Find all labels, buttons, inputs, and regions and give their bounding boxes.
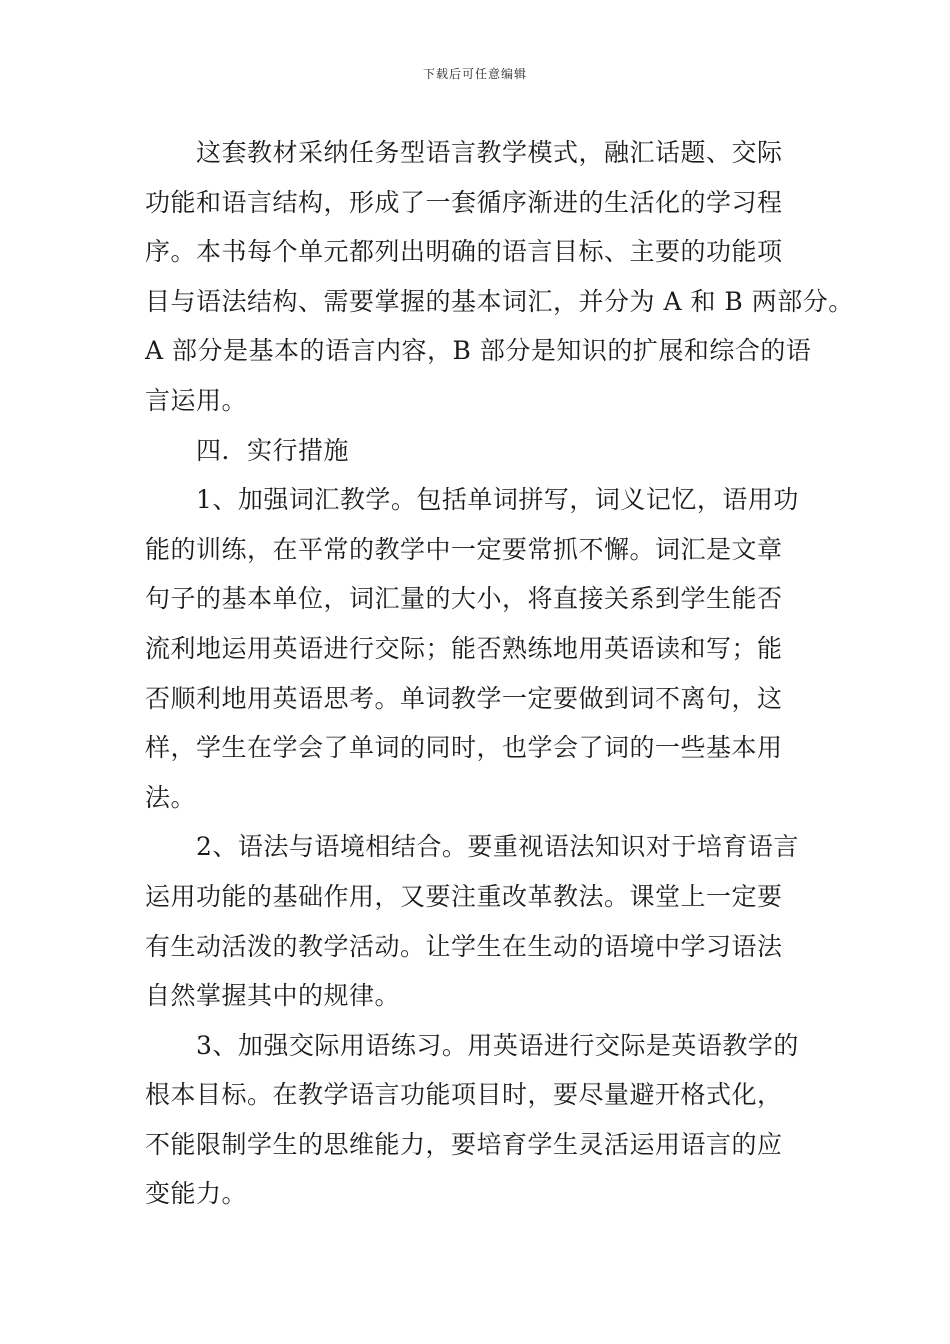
text-line: 2、语法与语境相结合。要重视语法知识对于培育语言	[196, 832, 799, 862]
text-line: 目与语法结构、需要掌握的基本词汇，并分为 A 和 B 两部分。	[145, 286, 854, 316]
text-line: A 部分是基本的语言内容，B 部分是知识的扩展和综合的语	[145, 336, 812, 366]
text-line: 法。	[145, 782, 197, 812]
document-body	[145, 128, 854, 1219]
text-line: 功能和语言结构，形成了一套循序渐进的生活化的学习程	[145, 187, 783, 217]
text-line: 不能限制学生的思维能力，要培育学生灵活运用语言的应	[145, 1129, 783, 1159]
text-line: 有生动活泼的教学活动。让学生在生动的语境中学习语法	[145, 931, 783, 961]
text-line: 这套教材采纳任务型语言教学模式，融汇话题、交际	[196, 138, 783, 167]
text-line: 流利地运用英语进行交际；能否熟练地用英语读和写；能	[145, 633, 783, 663]
text-line: 根本目标。在教学语言功能项目时，要尽量避开格式化，	[145, 1080, 783, 1110]
text-line: 序。本书每个单元都列出明确的语言目标、主要的功能项	[145, 237, 783, 267]
text-line: 能的训练，在平常的教学中一定要常抓不懈。词汇是文章	[145, 534, 783, 564]
text-line: 否顺利地用英语思考。单词教学一定要做到词不离句，这	[145, 683, 783, 713]
text-line: 样，学生在学会了单词的同时，也学会了词的一些基本用	[145, 733, 783, 763]
section-heading: 四．实行措施	[196, 435, 350, 465]
text-line: 变能力。	[145, 1179, 248, 1209]
text-line: 1、加强词汇教学。包括单词拼写，词义记忆，语用功	[196, 485, 799, 515]
text-line: 句子的基本单位，词汇量的大小，将直接关系到学生能否	[145, 584, 783, 614]
text-line: 自然掌握其中的规律。	[145, 981, 401, 1011]
text-line: 言运用。	[145, 385, 248, 415]
text-line: 3、加强交际用语练习。用英语进行交际是英语教学的	[196, 1030, 799, 1060]
text-line: 运用功能的基础作用，又要注重改革教法。课堂上一定要	[145, 881, 783, 911]
page-header: 下载后可任意编辑	[422, 67, 527, 81]
